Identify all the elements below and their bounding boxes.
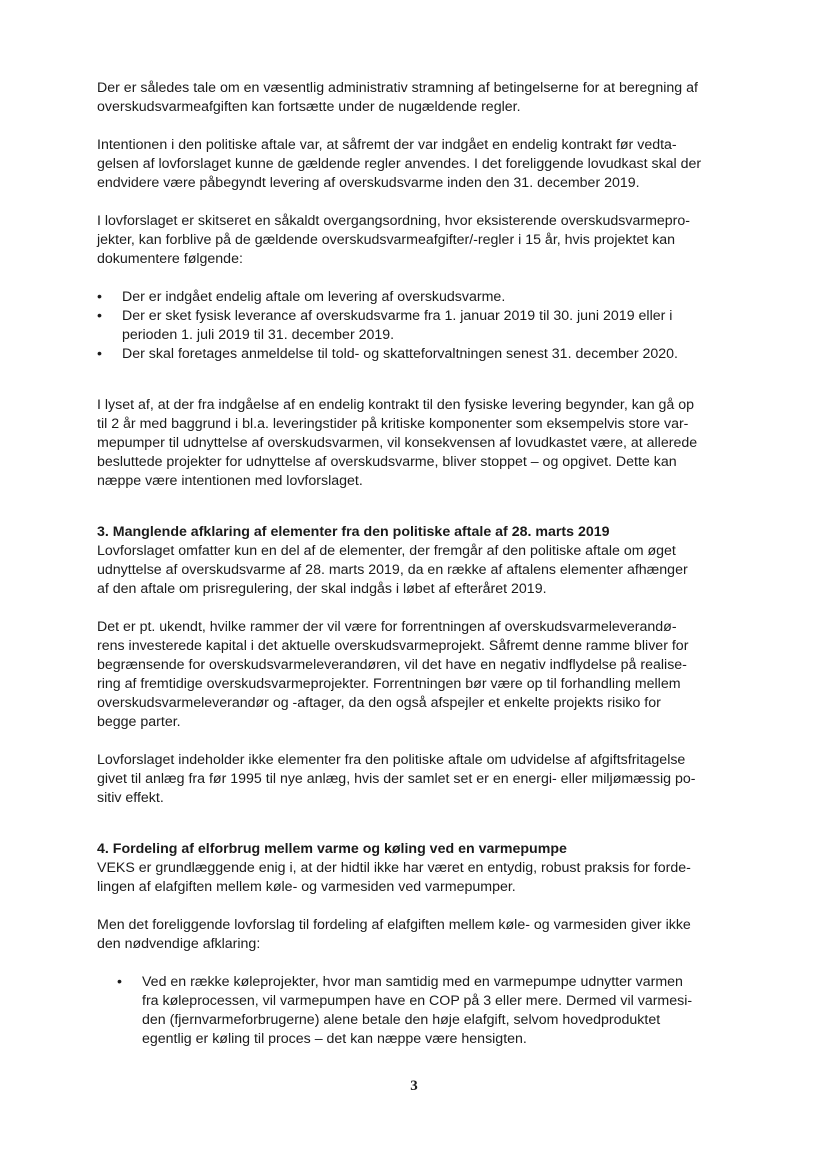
text-line: Ved en række køleprojekter, hvor man samtidig med en varmepumpe udnytter varmen — [142, 974, 683, 990]
section-4 — [97, 840, 762, 1049]
text-line: til 2 år med baggrund i bl.a. leveringstider på kritiske komponenter som eksempelvis store var- — [97, 416, 689, 432]
list-item — [97, 307, 762, 345]
text-line: den nødvendige afklaring: — [97, 936, 261, 952]
section-heading: 4. Fordeling af elforbrug mellem varme og køling ved en varmepumpe — [97, 841, 567, 857]
section-heading: 3. Manglende afklaring af elementer fra den politiske aftale af 28. marts 2019 — [97, 524, 610, 540]
paragraph-clarification — [97, 916, 762, 954]
text-line: begge parter. — [97, 714, 181, 730]
paragraph-transition-scheme — [97, 212, 762, 269]
text-line: udnyttelse af overskudsvarme af 28. marts 2019, da en række af aftalens elementer afhænger — [97, 562, 688, 578]
text-line: begrænsende for overskudsvarmeleverandøren, vil det have en negativ indflydelse på realise- — [97, 657, 687, 673]
paragraph-tax-exemption — [97, 751, 762, 808]
text-line: Der skal foretages anmeldelse til told- og skatteforvaltningen senest 31. december 2020. — [122, 346, 678, 362]
bullet-icon: • — [97, 346, 102, 362]
text-line: Lovforslaget indeholder ikke elementer fra den politiske aftale om udvidelse af afgiftsfritagelse — [97, 752, 686, 768]
text-line: dokumentere følgende: — [97, 251, 243, 267]
text-line: gelsen af lovforslaget kunne de gældende regler anvendes. I det foreliggende lovudkast skal der — [97, 156, 702, 172]
list-item — [97, 288, 762, 307]
requirements-list — [97, 288, 762, 364]
text-line: næppe være intentionen med lovforslaget. — [97, 473, 363, 489]
text-line: Lovforslaget omfatter kun en del af de elementer, der fremgår af den politiske aftale om øget — [97, 543, 676, 559]
text-line: egentlig er køling til proces – det kan næppe være hensigten. — [142, 1031, 527, 1047]
text-line: Der er sket fysisk leverance af overskudsvarme fra 1. januar 2019 til 30. juni 2019 eller i — [122, 308, 673, 324]
text-line: rens investerede kapital i det aktuelle overskudsvarmeprojekt. Såfremt denne ramme bliver for — [97, 638, 689, 654]
text-line: fra køleprocessen, vil varmepumpen have en COP på 3 eller mere. Dermed vil varmesi- — [142, 993, 693, 1009]
text-line: Men det foreliggende lovforslag til fordeling af elafgiften mellem køle- og varmesiden giver ikke — [97, 917, 691, 933]
text-line: Intentionen i den politiske aftale var, at såfremt der var indgået en endelig kontrakt før vedta- — [97, 137, 677, 153]
text-line: perioden 1. juli 2019 til 31. december 2019. — [122, 327, 395, 343]
bullet-icon: • — [97, 289, 102, 305]
text-line: overskudsvarmeafgiften kan fortsætte under de nugældende regler. — [97, 99, 521, 115]
list-item — [97, 345, 762, 364]
text-line: sitiv effekt. — [97, 790, 164, 806]
page-number: 3 — [410, 1078, 418, 1094]
text-line: jekter, kan forblive på de gældende overskudsvarmeafgifter/-regler i 15 år, hvis projektet kan — [97, 232, 676, 248]
text-line: lingen af elafgiften mellem køle- og varmesiden ved varmepumper. — [97, 879, 516, 895]
text-line: givet til anlæg fra før 1995 til nye anlæg, hvis der samlet set er en energi- eller miljømæssig po- — [97, 771, 696, 787]
text-line: VEKS er grundlæggende enig i, at der hidtil ikke har været en entydig, robust praksis for forde- — [97, 860, 691, 876]
paragraph-consequence — [97, 396, 762, 491]
text-line: den (fjernvarmeforbrugerne) alene betale den høje elafgift, selvom hovedproduktet — [142, 1012, 661, 1028]
text-line: overskudsvarmeleverandør og -aftager, da den også afspejler et enkelte projekts risiko for — [97, 695, 661, 711]
text-line: mepumper til udnyttelse af overskudsvarmen, vil konsekvensen af lovudkastet være, at allerede — [97, 435, 698, 451]
heat-pump-list — [117, 973, 762, 1049]
text-line: Der er indgået endelig aftale om levering af overskudsvarme. — [122, 289, 506, 305]
text-line: Der er således tale om en væsentlig administrativ stramning af betingelserne for at beregning af — [97, 80, 698, 96]
section-3 — [97, 523, 762, 808]
text-line: af den aftale om prisregulering, der skal indgås i løbet af efteråret 2019. — [97, 581, 547, 597]
text-line: besluttede projekter for udnyttelse af overskudsvarme, bliver stoppet – og opgivet. Dette kan — [97, 454, 677, 470]
paragraph-return-on-capital — [97, 618, 762, 732]
paragraph-intro — [97, 79, 762, 117]
list-item — [117, 973, 762, 1049]
paragraph-intention — [97, 136, 762, 193]
text-line: I lovforslaget er skitseret en såkaldt overgangsordning, hvor eksisterende overskudsvarmepro- — [97, 213, 691, 229]
text-line: I lyset af, at der fra indgåelse af en endelig kontrakt til den fysiske levering begynder, kan gå op — [97, 397, 695, 413]
bullet-icon: • — [97, 308, 102, 324]
text-line: Det er pt. ukendt, hvilke rammer der vil være for forrentningen af overskudsvarmeleverandø- — [97, 619, 677, 635]
text-line: endvidere være påbegyndt levering af overskudsvarme inden den 31. december 2019. — [97, 175, 640, 191]
text-line: ring af fremtidige overskudsvarmeprojekter. Forrentningen bør være op til forhandling mellem — [97, 676, 681, 692]
bullet-icon: • — [117, 974, 122, 990]
